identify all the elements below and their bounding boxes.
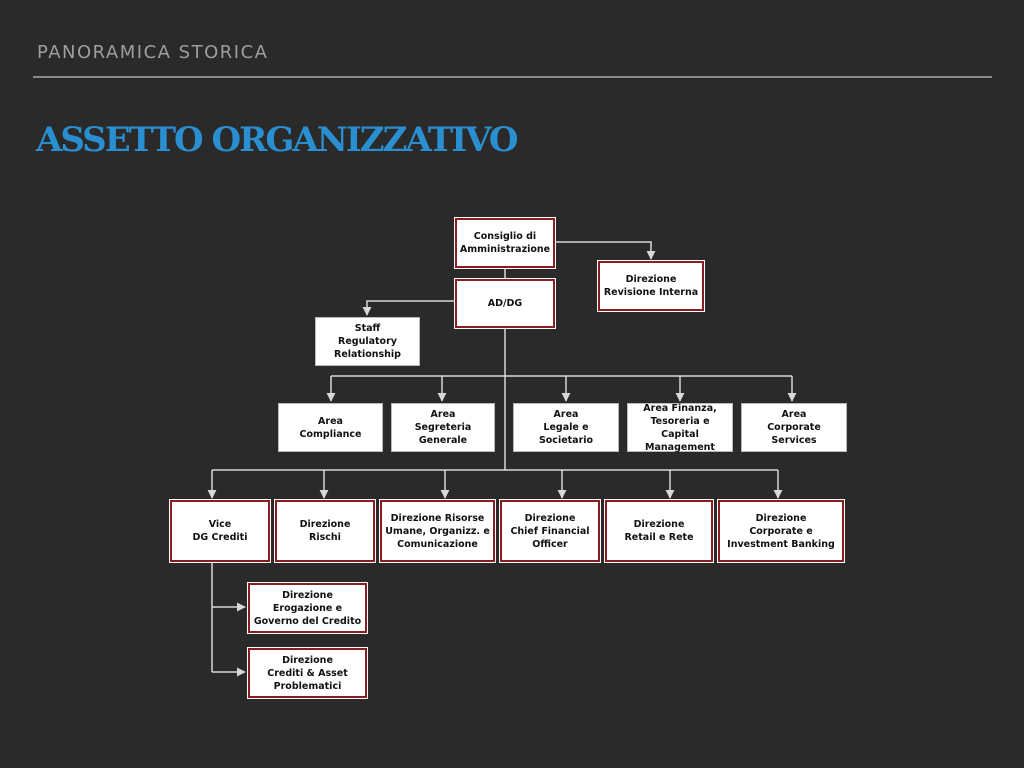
node-cfo: Direzione Chief Financial Officer: [500, 500, 600, 562]
node-area-compliance: Area Compliance: [278, 403, 383, 452]
node-credit-disbursement: Direzione Erogazione e Governo del Credito: [248, 583, 367, 633]
node-problem-assets: Direzione Crediti & Asset Problematici: [248, 648, 367, 698]
node-corporate-banking: Direzione Corporate e Investment Banking: [718, 500, 844, 562]
node-ceo: AD/DG: [455, 279, 555, 328]
node-area-finance: Area Finanza, Tesoreria e Capital Management: [627, 403, 733, 452]
node-staff: Staff Regulatory Relationship: [315, 317, 420, 366]
node-board: Consiglio di Amministrazione: [455, 218, 555, 268]
node-risk: Direzione Rischi: [275, 500, 375, 562]
page-title: ASSETTO ORGANIZZATIVO: [36, 120, 517, 160]
node-vice-dg-credit: Vice DG Crediti: [170, 500, 270, 562]
node-area-secretariat: Area Segreteria Generale: [391, 403, 495, 452]
node-internal-audit: Direzione Revisione Interna: [598, 261, 704, 311]
node-area-corporate-services: Area Corporate Services: [741, 403, 847, 452]
node-retail: Direzione Retail e Rete: [605, 500, 713, 562]
section-label: PANORAMICA STORICA: [37, 42, 269, 63]
node-hr: Direzione Risorse Umane, Organizz. e Comunicazione: [380, 500, 495, 562]
node-area-legal: Area Legale e Societario: [513, 403, 619, 452]
